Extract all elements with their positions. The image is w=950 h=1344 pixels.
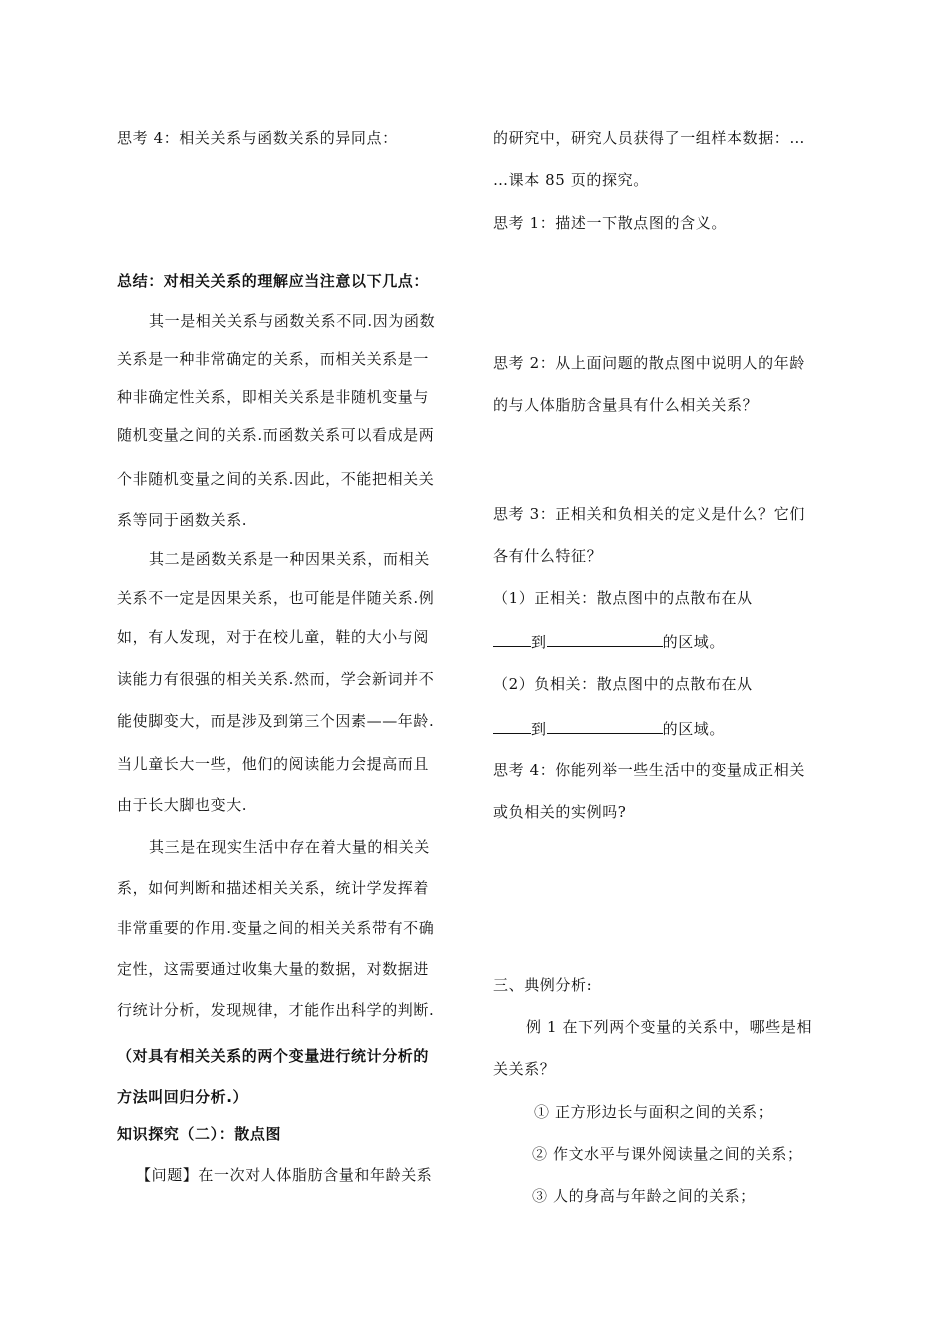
blank-to-field[interactable] <box>547 630 663 647</box>
summary-title: 总结：对相关关系的理解应当注意以下几点： <box>117 272 430 290</box>
text-line: 非常重要的作用.变量之间的相关关系带有不确 <box>117 919 435 937</box>
text-line: 如，有人发现，对于在校儿童，鞋的大小与阅 <box>117 628 430 646</box>
right-continuation: …课本 85 页的探究。 <box>493 171 649 189</box>
bold-note-line: （对具有相关关系的两个变量进行统计分析的 <box>117 1047 430 1065</box>
example-1-line: 例 1 在下列两个变量的关系中，哪些是相 <box>526 1018 813 1036</box>
blank-from-field[interactable] <box>493 717 531 734</box>
example-item: ① 正方形边长与面积之间的关系； <box>534 1103 774 1121</box>
positive-fill-line <box>493 630 725 652</box>
to-text: 到 <box>531 719 547 738</box>
question-3-line: 思考 3：正相关和负相关的定义是什么？它们 <box>493 505 805 523</box>
text-line: 定性，这需要通过收集大量的数据，对数据进 <box>117 960 430 978</box>
text-line: 当儿童长大一些，他们的阅读能力会提高而且 <box>117 755 430 773</box>
to-text: 到 <box>531 632 547 651</box>
problem-text: 【问题】在一次对人体脂肪含量和年龄关系 <box>136 1166 433 1184</box>
text-line: 种非确定性关系，即相关关系是非随机变量与 <box>117 388 430 406</box>
text-line: 行统计分析，发现规律，才能作出科学的判断. <box>117 1001 435 1019</box>
region-text: 的区域。 <box>662 632 726 651</box>
right-continuation: 的研究中，研究人员获得了一组样本数据：… <box>493 129 806 147</box>
question-4-line: 思考 4：你能列举一些生活中的变量成正相关 <box>493 761 805 779</box>
bold-note-line: 方法叫回归分析.） <box>117 1088 249 1106</box>
question-3-line: 各有什么特征？ <box>493 547 603 565</box>
question-4-line: 或负相关的实例吗? <box>493 803 627 821</box>
negative-fill-line <box>493 717 725 739</box>
section-3-title: 三、典例分析: <box>493 976 593 994</box>
example-1-line: 关关系？ <box>493 1060 556 1078</box>
blank-from-field[interactable] <box>493 630 531 647</box>
text-line: 系等同于函数关系. <box>117 511 248 529</box>
text-line: 关系不一定是因果关系，也可能是伴随关系.例 <box>117 589 435 607</box>
text-line: 个非随机变量之间的关系.因此，不能把相关关 <box>117 470 435 488</box>
example-item: ③ 人的身高与年龄之间的关系； <box>532 1187 756 1205</box>
section-2-title: 知识探究（二）：散点图 <box>117 1125 282 1143</box>
negative-correlation-label: （2）负相关：散点图中的点散布在从 <box>493 675 753 693</box>
text-line: 读能力有很强的相关关系.然而，学会新词并不 <box>117 670 435 688</box>
text-line: 其一是相关关系与函数关系不同.因为函数 <box>149 312 436 330</box>
example-item: ② 作文水平与课外阅读量之间的关系； <box>532 1145 803 1163</box>
question-1: 思考 1：描述一下散点图的含义。 <box>493 214 727 232</box>
positive-correlation-label: （1）正相关：散点图中的点散布在从 <box>493 589 753 607</box>
region-text: 的区域。 <box>662 719 726 738</box>
text-line: 随机变量之间的关系.而函数关系可以看成是两 <box>117 426 435 444</box>
blank-to-field[interactable] <box>547 717 663 734</box>
question-2-line: 思考 2：从上面问题的散点图中说明人的年龄 <box>493 354 805 372</box>
left-think4: 思考 4：相关关系与函数关系的异同点： <box>117 129 398 147</box>
text-line: 能使脚变大，而是涉及到第三个因素——年龄. <box>117 712 435 730</box>
question-2-line: 的与人体脂肪含量具有什么相关关系？ <box>493 396 759 414</box>
text-line: 系，如何判断和描述相关关系，统计学发挥着 <box>117 879 430 897</box>
text-line: 关系是一种非常确定的关系，而相关关系是一 <box>117 350 430 368</box>
text-line: 由于长大脚也变大. <box>117 796 248 814</box>
text-line: 其三是在现实生活中存在着大量的相关关 <box>149 838 430 856</box>
text-line: 其二是函数关系是一种因果关系，而相关 <box>149 550 430 568</box>
